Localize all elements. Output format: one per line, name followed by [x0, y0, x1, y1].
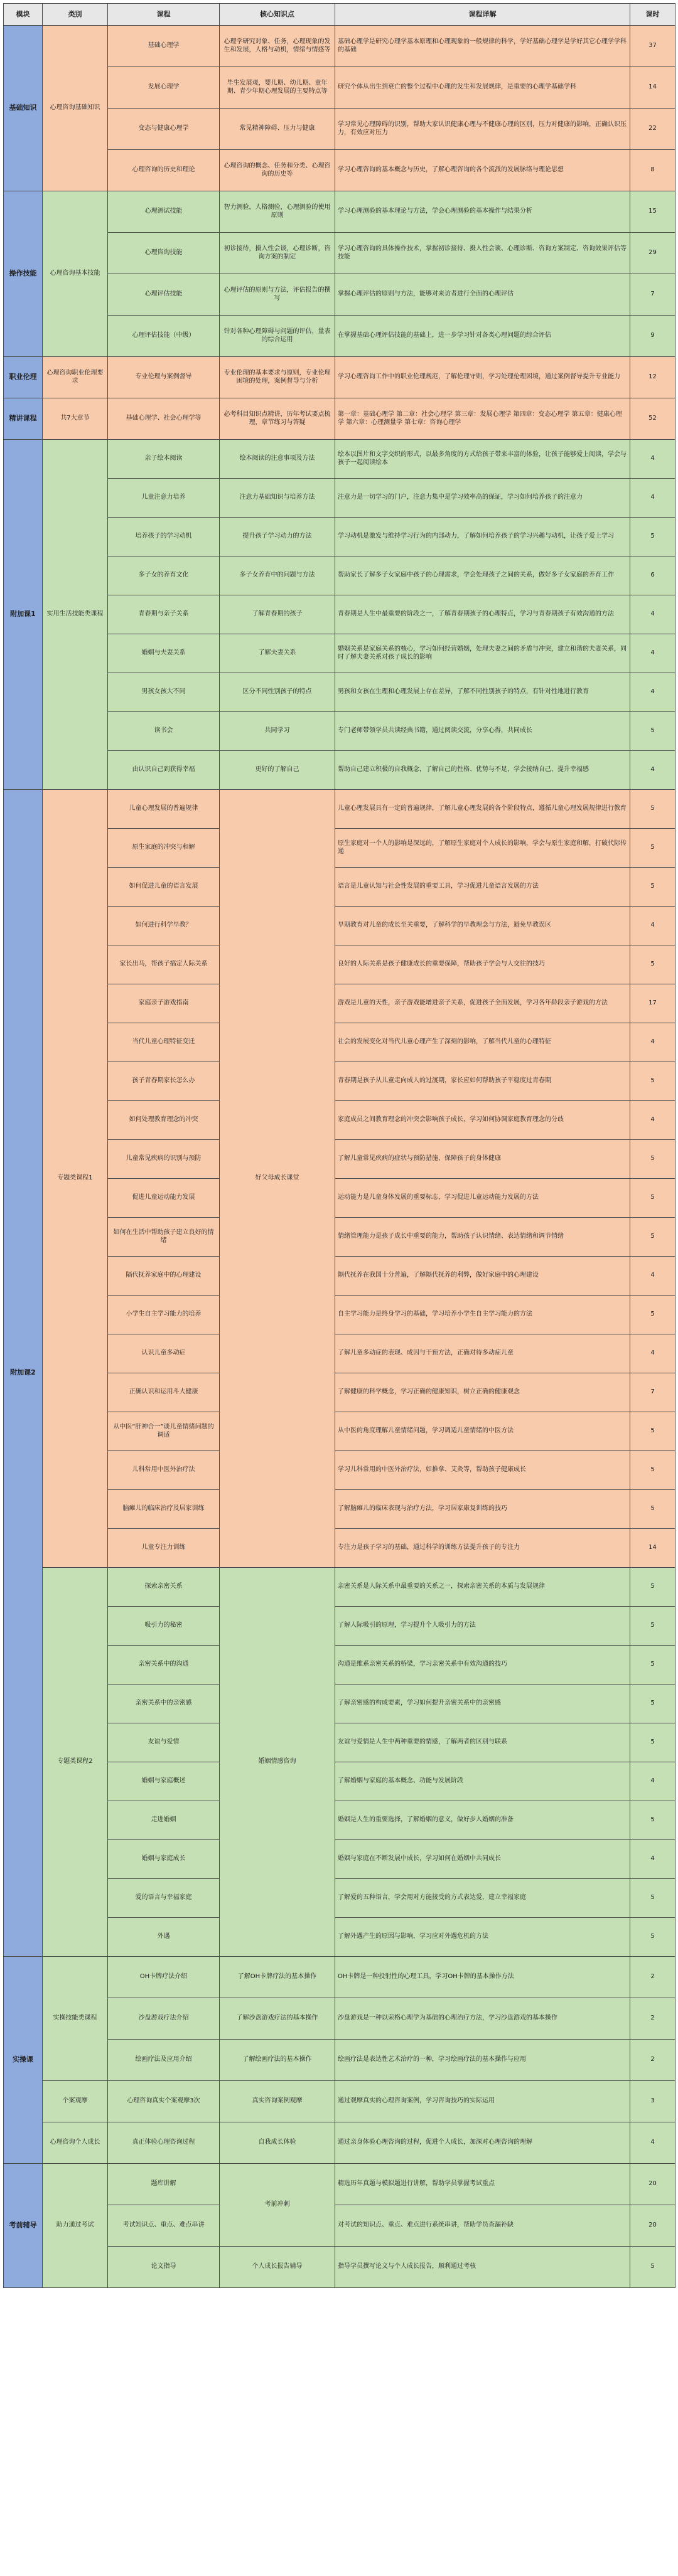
hours-cell: 6 — [630, 556, 675, 595]
hours-cell: 7 — [630, 274, 675, 316]
hours-cell: 52 — [630, 398, 675, 440]
hours-cell: 5 — [630, 1879, 675, 1918]
course-cell: 基础心理学 — [108, 26, 220, 67]
hours-cell: 4 — [630, 1023, 675, 1062]
hours-cell: 4 — [630, 595, 675, 634]
core-point-cell: 提升孩子学习动力的方法 — [220, 518, 335, 556]
category-cell: 心理咨询基本技能 — [43, 191, 108, 357]
table-body — [4, 26, 675, 2288]
course-cell: 专业伦理与案例督导 — [108, 357, 220, 398]
hours-cell: 5 — [630, 868, 675, 907]
detail-cell: 自主学习能力是终身学习的基础，学习培养小学生自主学习能力的方法 — [335, 1296, 630, 1334]
detail-cell: 学习动机是激发与维持学习行为的内部动力，了解如何培养孩子的学习兴趣与动机，让孩子爱上学习 — [335, 518, 630, 556]
course-cell: 读书会 — [108, 712, 220, 751]
course-cell: 从中医“肝神合一”谈儿童情绪问题的调适 — [108, 1412, 220, 1451]
course-cell: 当代儿童心理特征变迁 — [108, 1023, 220, 1062]
detail-cell: 隔代抚养在我国十分普遍，了解隔代抚养的利弊，做好家庭中的心理建设 — [335, 1257, 630, 1296]
core-point-cell: 心理评估的原则与方法，评估报告的撰写 — [220, 274, 335, 316]
course-cell: 男孩女孩大不同 — [108, 673, 220, 712]
header-core: 核心知识点 — [220, 4, 335, 26]
course-cell: 爱的语言与幸福家庭 — [108, 1879, 220, 1918]
category-cell: 实用生活技能类课程 — [43, 440, 108, 790]
hours-cell: 20 — [630, 2164, 675, 2205]
detail-cell: 婚姻是人生的重要选择，了解婚姻的意义，做好步入婚姻的准备 — [335, 1801, 630, 1840]
hours-cell: 29 — [630, 233, 675, 274]
hours-cell: 4 — [630, 751, 675, 790]
hours-cell: 5 — [630, 1218, 675, 1257]
table-row — [4, 790, 675, 829]
core-point-cell: 了解沙盘游戏疗法的基本操作 — [220, 1998, 335, 2040]
hours-cell: 5 — [630, 1179, 675, 1218]
hours-cell: 14 — [630, 67, 675, 109]
detail-cell: 了解儿童常见疾病的症状与预防措施，保障孩子的身体健康 — [335, 1140, 630, 1179]
detail-cell: 沙盘游戏是一种以荣格心理学为基础的心理治疗方法，学习沙盘游戏的基本操作 — [335, 1998, 630, 2040]
table-row — [4, 1957, 675, 1998]
detail-cell: 基础心理学是研究心理学基本原理和心理现象的一般规律的科学，学好基础心理学是学好其它心理学学科的基础 — [335, 26, 630, 67]
course-cell: 外遇 — [108, 1918, 220, 1957]
course-cell: 心理咨询真实个案观摩3次 — [108, 2081, 220, 2122]
hours-cell: 2 — [630, 1998, 675, 2040]
detail-cell: 学习心理咨询的具体操作技术，掌握初诊接待、摄入性会谈、心理诊断、咨询方案制定、咨询效果评估等技能 — [335, 233, 630, 274]
course-cell: 孩子青春期家长怎么办 — [108, 1062, 220, 1101]
hours-cell: 14 — [630, 1529, 675, 1568]
detail-cell: 通过观摩真实的心理咨询案例，学习咨询技巧的实际运用 — [335, 2081, 630, 2122]
module-cell: 操作技能 — [4, 191, 43, 357]
table-row — [4, 191, 675, 233]
course-cell: 如何在生活中帮助孩子建立良好的情绪 — [108, 1218, 220, 1257]
hours-cell: 37 — [630, 26, 675, 67]
detail-cell: 帮助自己建立积极的自我概念，了解自己的性格、优势与不足，学会接纳自己，提升幸福感 — [335, 751, 630, 790]
course-cell: 心理评估技能 — [108, 274, 220, 316]
course-cell: 儿童心理发展的普遍规律 — [108, 790, 220, 829]
category-cell: 心理咨询个人成长 — [43, 2122, 108, 2164]
course-cell: 儿童注意力培养 — [108, 479, 220, 518]
detail-cell: 在掌握基础心理评估技能的基础上，进一步学习针对各类心理问题的综合评估 — [335, 316, 630, 357]
course-cell: 绘画疗法及应用介绍 — [108, 2040, 220, 2081]
course-cell: 题库讲解 — [108, 2164, 220, 2205]
hours-cell: 5 — [630, 945, 675, 984]
detail-cell: 学习心理咨询工作中的职业伦理规范，了解伦理守则，学习处理伦理困境，通过案例督导提升专业能力 — [335, 357, 630, 398]
hours-cell: 9 — [630, 316, 675, 357]
core-point-cell: 常见精神障碍、压力与健康 — [220, 109, 335, 150]
course-cell: 亲密关系中的沟通 — [108, 1646, 220, 1685]
detail-cell: 沟通是维系亲密关系的桥梁，学习亲密关系中有效沟通的技巧 — [335, 1646, 630, 1685]
course-cell: 变态与健康心理学 — [108, 109, 220, 150]
course-cell: 婚姻与夫妻关系 — [108, 634, 220, 673]
course-cell: 亲密关系中的亲密感 — [108, 1685, 220, 1723]
detail-cell: 了解人际吸引的原理，学习提升个人吸引力的方法 — [335, 1607, 630, 1646]
hours-cell: 12 — [630, 357, 675, 398]
hours-cell: 5 — [630, 1607, 675, 1646]
detail-cell: 专门老师带领学员共读经典书籍，通过阅读交流，分享心得，共同成长 — [335, 712, 630, 751]
category-cell: 专题类课程2 — [43, 1568, 108, 1957]
detail-cell: 绘本以图片和文字交织的形式，以最多角度的方式给孩子带来丰富的体验，让孩子能够爱上阅读，学会与孩子一起阅读绘本 — [335, 440, 630, 479]
course-cell: 认识儿童多动症 — [108, 1334, 220, 1373]
detail-cell: 注意力是一切学习的门户，注意力集中是学习效率高的保证，学习如何培养孩子的注意力 — [335, 479, 630, 518]
table-row — [4, 2122, 675, 2164]
detail-cell: 青春期是人生中最重要的阶段之一，了解青春期孩子的心理特点，学习与青春期孩子有效沟通的方法 — [335, 595, 630, 634]
detail-cell: 研究个体从出生到衰亡的整个过程中心理的发生和发展规律，是重要的心理学基础学科 — [335, 67, 630, 109]
hours-cell: 17 — [630, 984, 675, 1023]
detail-cell: 儿童心理发展具有一定的普遍规律，了解儿童心理发展的各个阶段特点，遵循儿童心理发展规律进行教育 — [335, 790, 630, 829]
hours-cell: 7 — [630, 1373, 675, 1412]
course-cell: 隔代抚养家庭中的心理建设 — [108, 1257, 220, 1296]
core-point-cell: 初诊接待，摄入性会谈，心理诊断，咨询方案的制定 — [220, 233, 335, 274]
header-category: 类别 — [43, 4, 108, 26]
hours-cell: 2 — [630, 2040, 675, 2081]
detail-cell: 婚姻与家庭在不断发展中成长，学习如何在婚姻中共同成长 — [335, 1840, 630, 1879]
core-point-cell: 婚姻情感咨询 — [220, 1568, 335, 1957]
hours-cell: 5 — [630, 1140, 675, 1179]
course-cell: 论文指导 — [108, 2247, 220, 2288]
course-cell: 心理咨询技能 — [108, 233, 220, 274]
detail-cell: 学习儿科常用的中医外治疗法，如推拿、艾灸等，帮助孩子健康成长 — [335, 1451, 630, 1490]
detail-cell: 从中医的角度理解儿童情绪问题，学习调适儿童情绪的中医方法 — [335, 1412, 630, 1451]
core-point-cell: 了解绘画疗法的基本操作 — [220, 2040, 335, 2081]
hours-cell: 5 — [630, 518, 675, 556]
course-cell: OH卡牌疗法介绍 — [108, 1957, 220, 1998]
hours-cell: 5 — [630, 2247, 675, 2288]
category-cell: 助力通过考试 — [43, 2164, 108, 2288]
core-point-cell: 个人成长报告辅导 — [220, 2247, 335, 2288]
detail-cell: 男孩和女孩在生理和心理发展上存在差异，了解不同性别孩子的特点，有针对性地进行教育 — [335, 673, 630, 712]
core-point-cell: 毕生发展观，婴儿期、幼儿期、童年期、青少年期心理发展的主要特点等 — [220, 67, 335, 109]
course-cell: 友谊与爱情 — [108, 1723, 220, 1762]
curriculum-table — [3, 3, 675, 2288]
detail-cell: 了解健康的科学概念，学习正确的健康知识，树立正确的健康观念 — [335, 1373, 630, 1412]
table-row — [4, 26, 675, 67]
hours-cell: 20 — [630, 2205, 675, 2247]
core-point-cell: 共同学习 — [220, 712, 335, 751]
course-cell: 原生家庭的冲突与和解 — [108, 829, 220, 868]
course-cell: 儿童专注力训练 — [108, 1529, 220, 1568]
detail-cell: 了解儿童多动症的表现、成因与干预方法，正确对待多动症儿童 — [335, 1334, 630, 1373]
course-cell: 多子女的养育文化 — [108, 556, 220, 595]
module-cell: 实操课 — [4, 1957, 43, 2164]
hours-cell: 5 — [630, 829, 675, 868]
hours-cell: 4 — [630, 440, 675, 479]
course-cell: 发展心理学 — [108, 67, 220, 109]
core-point-cell: 注意力基础知识与培养方法 — [220, 479, 335, 518]
hours-cell: 5 — [630, 1490, 675, 1529]
hours-cell: 22 — [630, 109, 675, 150]
detail-cell: 语言是儿童认知与社会性发展的重要工具，学习促进儿童语言发展的方法 — [335, 868, 630, 907]
core-point-cell: 多子女养育中的问题与方法 — [220, 556, 335, 595]
detail-cell: 良好的人际关系是孩子健康成长的重要保障，帮助孩子学会与人交往的技巧 — [335, 945, 630, 984]
detail-cell: 指导学员撰写论文与个人成长报告，顺利通过考核 — [335, 2247, 630, 2288]
hours-cell: 3 — [630, 2081, 675, 2122]
core-point-cell: 绘本阅读的注意事项及方法 — [220, 440, 335, 479]
detail-cell: 游戏是儿童的天性，亲子游戏能增进亲子关系，促进孩子全面发展，学习各年龄段亲子游戏的方法 — [335, 984, 630, 1023]
hours-cell: 4 — [630, 1762, 675, 1801]
detail-cell: 青春期是孩子从儿童走向成人的过渡期，家长应如何帮助孩子平稳度过青春期 — [335, 1062, 630, 1101]
detail-cell: 帮助家长了解多子女家庭中孩子的心理需求，学会处理孩子之间的关系，做好多子女家庭的养育工作 — [335, 556, 630, 595]
detail-cell: 运动能力是儿童身体发展的重要标志，学习促进儿童运动能力发展的方法 — [335, 1179, 630, 1218]
detail-cell: 第一章：基础心理学 第二章：社会心理学 第三章：发展心理学 第四章：变态心理学 第五章：健康心理学 第六章：心理测量学 第七章：咨询心理学 — [335, 398, 630, 440]
module-cell: 精讲课程 — [4, 398, 43, 440]
course-cell: 真正体验心理咨询过程 — [108, 2122, 220, 2164]
core-point-cell: 自我成长体验 — [220, 2122, 335, 2164]
detail-cell: 了解爱的五种语言，学会用对方能接受的方式表达爱，建立幸福家庭 — [335, 1879, 630, 1918]
course-cell: 基础心理学、社会心理学等 — [108, 398, 220, 440]
course-cell: 如何促进儿童的语言发展 — [108, 868, 220, 907]
core-point-cell: 心理学研究对象、任务，心理现象的发生和发展，人格与动机，情绪与情感等 — [220, 26, 335, 67]
hours-cell: 5 — [630, 1801, 675, 1840]
table-row — [4, 398, 675, 440]
course-cell: 脑瘫儿的临床治疗及居家训练 — [108, 1490, 220, 1529]
detail-cell: 学习心理测验的基本理论与方法，学会心理测验的基本操作与结果分析 — [335, 191, 630, 233]
detail-cell: 婚姻关系是家庭关系的核心，学习如何经营婚姻，处理夫妻之间的矛盾与冲突，建立和谐的夫妻关系，同时了解夫妻关系对孩子成长的影响 — [335, 634, 630, 673]
course-cell: 儿科常用中医外治疗法 — [108, 1451, 220, 1490]
core-point-cell: 针对各种心理障碍与问题的评估，量表的综合运用 — [220, 316, 335, 357]
course-cell: 婚姻与家庭成长 — [108, 1840, 220, 1879]
course-cell: 吸引力的秘密 — [108, 1607, 220, 1646]
course-cell: 亲子绘本阅读 — [108, 440, 220, 479]
header-detail: 课程详解 — [335, 4, 630, 26]
hours-cell: 8 — [630, 150, 675, 191]
category-cell: 心理咨询职业伦理要求 — [43, 357, 108, 398]
hours-cell: 4 — [630, 479, 675, 518]
category-cell: 实操技能类课程 — [43, 1957, 108, 2081]
detail-cell: 通过亲身体验心理咨询的过程，促进个人成长，加深对心理咨询的理解 — [335, 2122, 630, 2164]
hours-cell: 5 — [630, 1685, 675, 1723]
category-cell: 共7大章节 — [43, 398, 108, 440]
course-cell: 心理测试技能 — [108, 191, 220, 233]
table-row — [4, 440, 675, 479]
hours-cell: 4 — [630, 1257, 675, 1296]
module-cell: 基础知识 — [4, 26, 43, 191]
core-point-cell: 了解OH卡牌疗法的基本操作 — [220, 1957, 335, 1998]
core-point-cell: 更好的了解自己 — [220, 751, 335, 790]
header-hours: 课时 — [630, 4, 675, 26]
course-cell: 家庭亲子游戏指南 — [108, 984, 220, 1023]
core-point-cell: 专业伦理的基本要求与原则，专业伦理困境的处理，案例督导与分析 — [220, 357, 335, 398]
hours-cell: 5 — [630, 790, 675, 829]
module-cell: 附加课2 — [4, 790, 43, 1957]
hours-cell: 5 — [630, 1646, 675, 1685]
detail-cell: 学习常见心理障碍的识别，帮助大家认识健康心理与不健康心理的区别，压力对健康的影响，正确认识压力，有效应对压力 — [335, 109, 630, 150]
core-point-cell: 必考科目知识点精讲，历年考试要点梳理，章节练习与答疑 — [220, 398, 335, 440]
core-point-cell: 好父母成长课堂 — [220, 790, 335, 1568]
hours-cell: 5 — [630, 1451, 675, 1490]
core-point-cell: 考前冲刺 — [220, 2164, 335, 2247]
course-cell: 小学生自主学习能力的培养 — [108, 1296, 220, 1334]
detail-cell: 亲密关系是人际关系中最重要的关系之一，探索亲密关系的本质与发展规律 — [335, 1568, 630, 1607]
detail-cell: 了解亲密感的构成要素，学习如何提升亲密关系中的亲密感 — [335, 1685, 630, 1723]
hours-cell: 4 — [630, 1840, 675, 1879]
hours-cell: 5 — [630, 712, 675, 751]
category-cell: 心理咨询基础知识 — [43, 26, 108, 191]
hours-cell: 4 — [630, 2122, 675, 2164]
course-cell: 正确认识和运用斗大健康 — [108, 1373, 220, 1412]
header-course: 课程 — [108, 4, 220, 26]
category-cell: 个案观摩 — [43, 2081, 108, 2122]
core-point-cell: 真实咨询案例观摩 — [220, 2081, 335, 2122]
header-module: 模块 — [4, 4, 43, 26]
detail-cell: OH卡牌是一种投射性的心理工具，学习OH卡牌的基本操作方法 — [335, 1957, 630, 1998]
hours-cell: 5 — [630, 1412, 675, 1451]
detail-cell: 家庭成员之间教育理念的冲突会影响孩子成长，学习如何协调家庭教育理念的分歧 — [335, 1101, 630, 1140]
hours-cell: 4 — [630, 1334, 675, 1373]
hours-cell: 4 — [630, 634, 675, 673]
table-row — [4, 2081, 675, 2122]
course-cell: 走进婚姻 — [108, 1801, 220, 1840]
core-point-cell: 智力测验，人格测验，心理测验的使用原则 — [220, 191, 335, 233]
course-cell: 探索亲密关系 — [108, 1568, 220, 1607]
course-cell: 由认识自己到获得幸福 — [108, 751, 220, 790]
hours-cell: 5 — [630, 1296, 675, 1334]
hours-cell: 5 — [630, 1918, 675, 1957]
detail-cell: 对考试的知识点、重点、难点进行系统串讲，帮助学员查漏补缺 — [335, 2205, 630, 2247]
detail-cell: 学习心理咨询的基本概念与历史，了解心理咨询的各个流派的发展脉络与理论思想 — [335, 150, 630, 191]
course-cell: 心理评估技能（中级） — [108, 316, 220, 357]
detail-cell: 原生家庭对一个人的影响是深远的，了解原生家庭对个人成长的影响，学会与原生家庭和解，打破代际传递 — [335, 829, 630, 868]
detail-cell: 掌握心理评估的原则与方法，能够对来访者进行全面的心理评估 — [335, 274, 630, 316]
category-cell: 专题类课程1 — [43, 790, 108, 1568]
module-cell: 职业伦理 — [4, 357, 43, 398]
table-row — [4, 1568, 675, 1607]
detail-cell: 绘画疗法是表达性艺术治疗的一种，学习绘画疗法的基本操作与应用 — [335, 2040, 630, 2081]
header-row — [4, 4, 675, 26]
table-row — [4, 357, 675, 398]
detail-cell: 社会的发展变化对当代儿童心理产生了深刻的影响，了解当代儿童的心理特征 — [335, 1023, 630, 1062]
core-point-cell: 区分不同性别孩子的特点 — [220, 673, 335, 712]
course-cell: 培养孩子的学习动机 — [108, 518, 220, 556]
table-row — [4, 2164, 675, 2205]
detail-cell: 了解婚姻与家庭的基本概念、功能与发展阶段 — [335, 1762, 630, 1801]
core-point-cell: 了解夫妻关系 — [220, 634, 335, 673]
detail-cell: 早期教育对儿童的成长至关重要，了解科学的早教理念与方法，避免早教误区 — [335, 907, 630, 945]
hours-cell: 4 — [630, 673, 675, 712]
course-cell: 儿童常见疾病的识别与预防 — [108, 1140, 220, 1179]
course-cell: 家长出马，帮孩子搞定人际关系 — [108, 945, 220, 984]
course-cell: 婚姻与家庭概述 — [108, 1762, 220, 1801]
detail-cell: 友谊与爱情是人生中两种重要的情感，了解两者的区别与联系 — [335, 1723, 630, 1762]
detail-cell: 了解外遇产生的原因与影响，学习应对外遇危机的方法 — [335, 1918, 630, 1957]
course-cell: 考试知识点、重点、难点串讲 — [108, 2205, 220, 2247]
hours-cell: 5 — [630, 1723, 675, 1762]
detail-cell: 情绪管理能力是孩子成长中重要的能力，帮助孩子认识情绪、表达情绪和调节情绪 — [335, 1218, 630, 1257]
course-cell: 青春期与亲子关系 — [108, 595, 220, 634]
hours-cell: 5 — [630, 1568, 675, 1607]
detail-cell: 专注力是孩子学习的基础，通过科学的训练方法提升孩子的专注力 — [335, 1529, 630, 1568]
detail-cell: 精选历年真题与模拟题进行讲解，帮助学员掌握考试重点 — [335, 2164, 630, 2205]
detail-cell: 了解脑瘫儿的临床表现与治疗方法，学习居家康复训练的技巧 — [335, 1490, 630, 1529]
course-cell: 如何进行科学早教？ — [108, 907, 220, 945]
course-cell: 心理咨询的历史和理论 — [108, 150, 220, 191]
hours-cell: 4 — [630, 1101, 675, 1140]
course-cell: 沙盘游戏疗法介绍 — [108, 1998, 220, 2040]
course-cell: 如何处理教育理念的冲突 — [108, 1101, 220, 1140]
hours-cell: 15 — [630, 191, 675, 233]
module-cell: 考前辅导 — [4, 2164, 43, 2288]
course-cell: 促进儿童运动能力发展 — [108, 1179, 220, 1218]
module-cell: 附加课1 — [4, 440, 43, 790]
core-point-cell: 了解青春期的孩子 — [220, 595, 335, 634]
core-point-cell: 心理咨询的概念、任务和分类、心理咨询的历史等 — [220, 150, 335, 191]
hours-cell: 2 — [630, 1957, 675, 1998]
hours-cell: 5 — [630, 1062, 675, 1101]
hours-cell: 4 — [630, 907, 675, 945]
